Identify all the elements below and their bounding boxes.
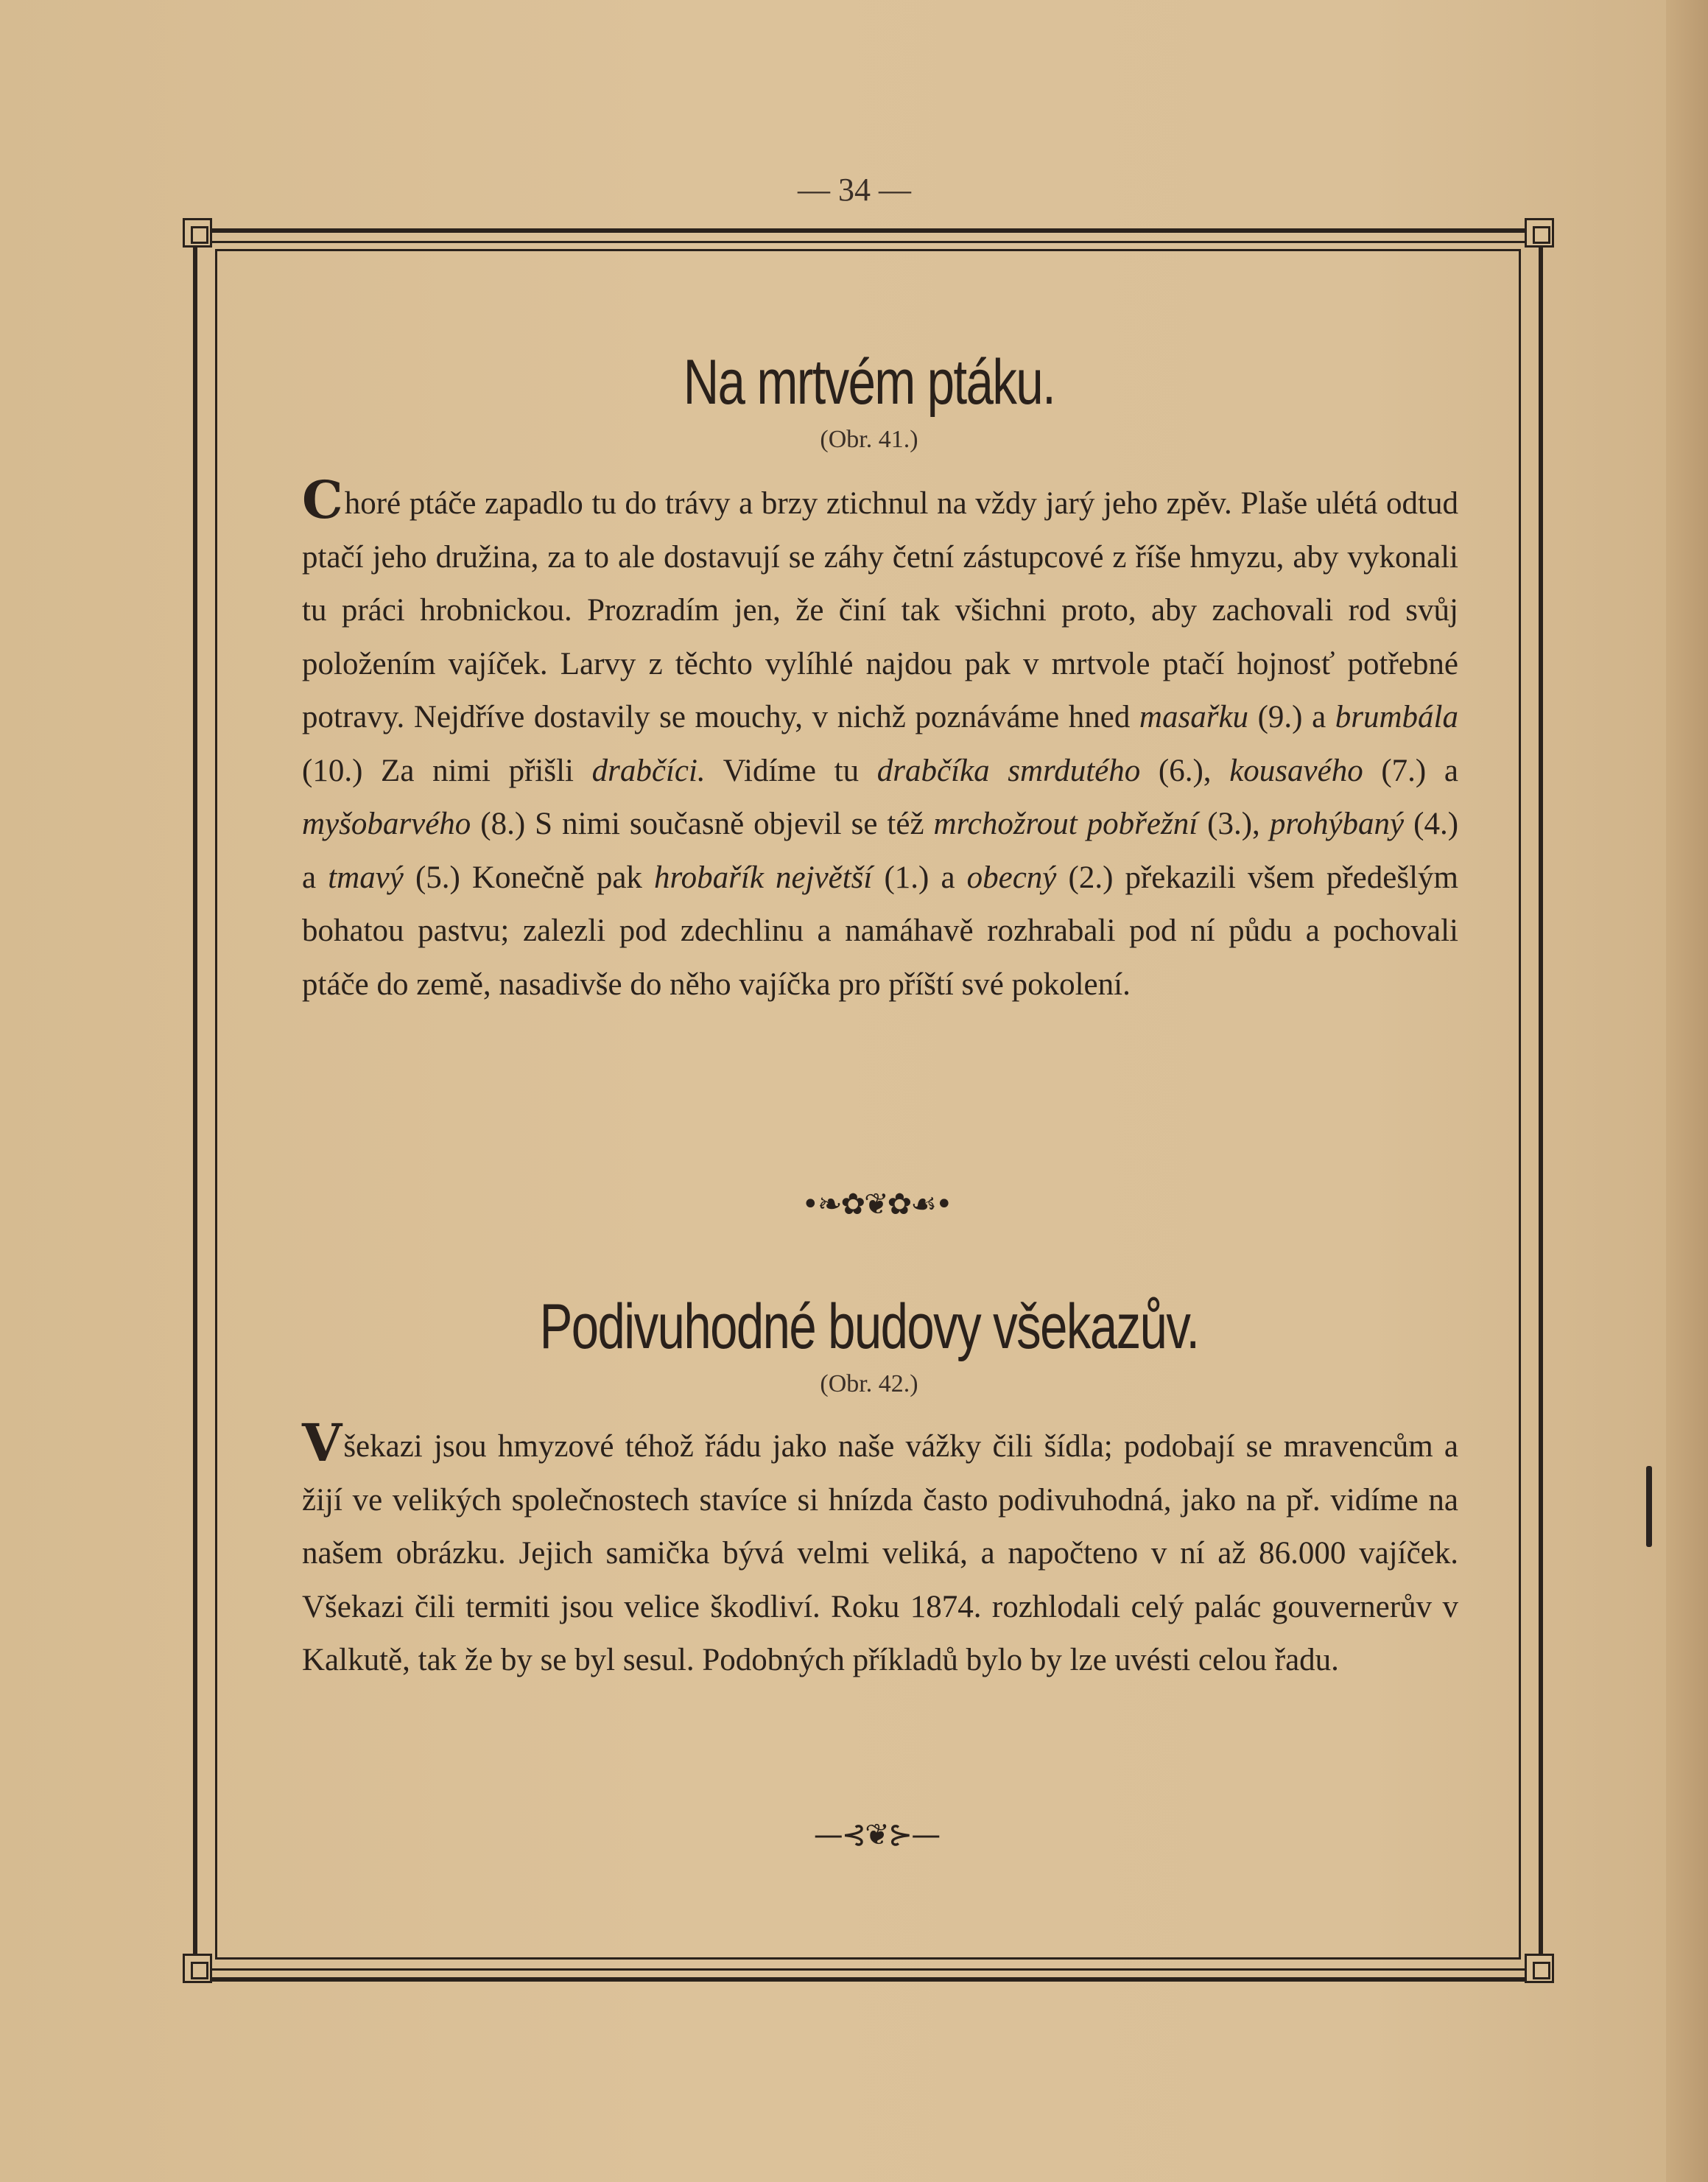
page-number: — 34 — xyxy=(798,172,911,208)
frame-corner-ornament xyxy=(1525,1954,1554,1983)
figure-reference: (Obr. 41.) xyxy=(820,426,918,453)
frame-rule-bottom xyxy=(193,1968,1543,1971)
page-edge xyxy=(1666,0,1708,2182)
section-paragraph xyxy=(302,1412,1458,1688)
section-title: Na mrtvém ptáku. xyxy=(683,347,1055,418)
paragraph-text: horé ptáče zapadlo tu do trávy a brzy ztichnul na vždy jarý jeho zpěv. Plaše ulétá odtud ptačí jeho družina, za to ale dostavují se záhy četní zástupcové z říše hmyzu, aby vykonali tu práci hrobnickou. Prozradím jen, že činí tak všichni proto, aby zachovali rod svůj položením vajíček. Larvy z těchto vylíhlé najdou pak v mrtvole ptačí hojnosť potřebné potravy. Nejdříve dostavily se mouchy, v nichž poznáváme hned masařku (9.) a brumbála (10.) Za nimi přišli drabčíci. Vidíme tu drabčíka smrdutého (6.), kousavého (7.) a myšobarvého (8.) S nimi současně objevil se též mrchožrout pobřežní (3.), prohýbaný (4.) a tmavý (5.) Konečně pak hrobařík největší (1.) a obecný (2.) překazili všem předešlým bohatou pastvu; zalezli pod zdechlinu a namáhavě rozhrabali pod ní půdu a pochovali ptáče do země, nasadivše do něho vajíčka pro příští své pokolení. xyxy=(302,486,1459,1002)
frame-rule-top xyxy=(193,241,1543,243)
decorative-ornament: •❧✿❦✿☙• xyxy=(801,1188,952,1221)
binding-mark xyxy=(1646,1466,1652,1547)
section-paragraph xyxy=(302,469,1459,1011)
drop-cap: V xyxy=(302,1412,342,1473)
figure-reference: (Obr. 42.) xyxy=(820,1370,918,1397)
section-title: Podivuhodné budovy všekazův. xyxy=(539,1291,1199,1362)
drop-cap: C xyxy=(302,469,343,530)
frame-corner-ornament xyxy=(183,218,212,248)
frame-corner-ornament xyxy=(183,1954,212,1983)
paragraph-text: šekazi jsou hmyzové téhož řádu jako naše vážky čili šídla; podobají se mravencům a žijí ve velikých společnostech stavíce si hnízda často podivuhodná, jako na př. vidíme na našem obrázku. Jejich samička bývá velmi veliká, a napočteno v ní až 86.000 vajíček. Všekazi čili termiti jsou velice škodliví. Roku 1874. rozhlodali celý palác gouvernerův v Kalkutě, tak že by se byl sesul. Podobných příkladů bylo by lze uvésti celou řadu. xyxy=(302,1429,1458,1677)
decorative-ornament: —⊰❦⊱— xyxy=(813,1818,940,1852)
frame-corner-ornament xyxy=(1525,218,1554,248)
